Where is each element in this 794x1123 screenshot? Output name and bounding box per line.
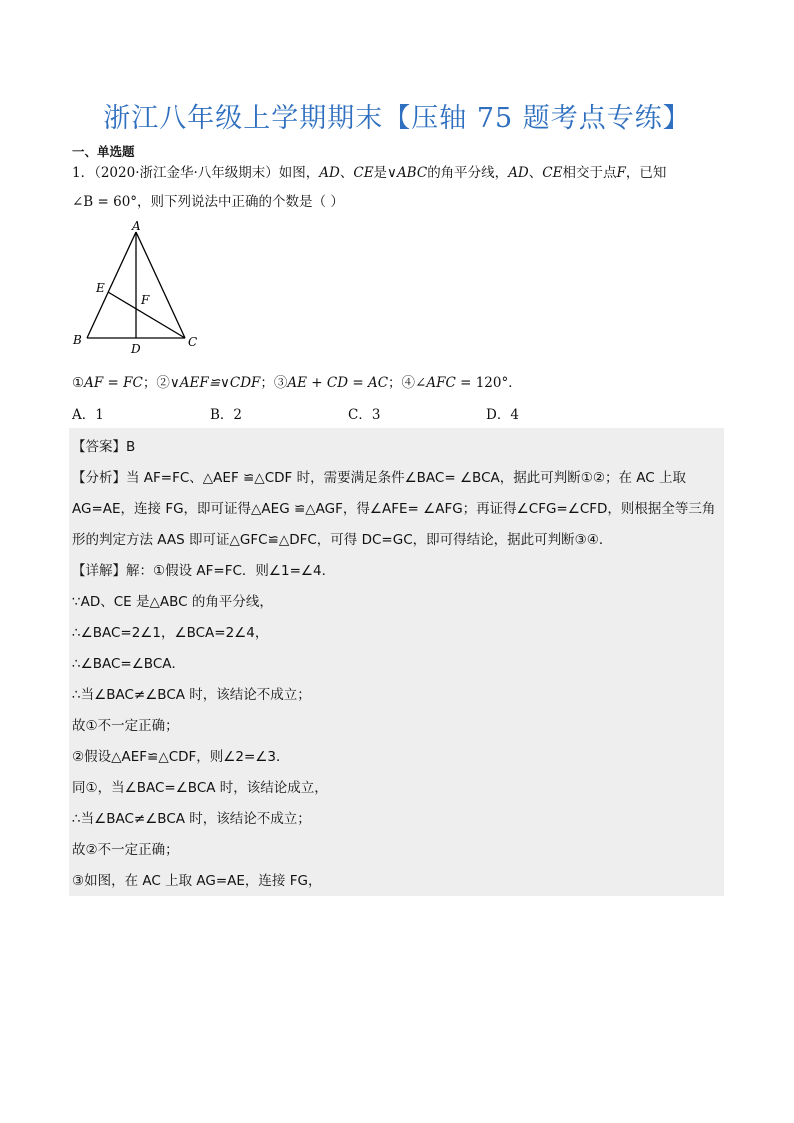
label-c: C [188, 335, 198, 349]
math-ad: AD [508, 165, 529, 181]
question-intro: 1．（2020·浙江金华·八年级期末）如图， [72, 165, 320, 181]
solution-line: ∴∠BAC=∠BCA． [72, 656, 185, 672]
triangle-figure [70, 220, 210, 360]
solution-line: ∴当∠BAC≠∠BCA 时，该结论不成立； [72, 687, 311, 703]
solution-line: 【详解】解：①假设 AF=FC．则∠1=∠4． [72, 563, 336, 579]
solution-line: 形的判定方法 AAS 即可证△GFC≌△DFC，可得 DC=GC，即可得结论，据此可判断③④． [72, 532, 613, 548]
solution-line: 【答案】B [72, 439, 136, 455]
label-b: B [73, 333, 82, 347]
choice-b: B．2 [210, 407, 243, 423]
solution-line: 故①不一定正确； [72, 718, 179, 734]
document-title: 浙江八年级上学期期末【压轴 75 题考点专练】 [103, 103, 691, 134]
statement-1: ① [72, 375, 85, 391]
solution-line: ∴∠BAC=2∠1，∠BCA=2∠4， [72, 625, 269, 641]
math-abc: ABC [396, 165, 428, 181]
math-expr: = 120°． [455, 375, 522, 391]
statement-2: ；②∨ [142, 375, 180, 391]
math-ad: AD [319, 165, 340, 181]
statement-4: ；④∠ [388, 375, 427, 391]
question-text-line1 [72, 163, 666, 183]
solution-line: ∵AD、CE 是△ABC 的角平分线， [72, 594, 273, 610]
separator: 、 [528, 165, 543, 181]
solution-line: 【分析】当 AF=FC、△AEF ≌△CDF 时，需要满足条件∠BAC= ∠BCA，据此可判断①②；在 AC 上取 [72, 470, 686, 486]
solution-line: ②假设△AEF≌△CDF，则∠2=∠3． [72, 749, 290, 765]
math-ce: CE [542, 165, 563, 181]
segment-ab [87, 232, 136, 338]
choice-c: C．3 [348, 407, 381, 423]
solution-line: 故②不一定正确； [72, 842, 179, 858]
statement-3: ；③ [260, 375, 288, 391]
question-text: 的角平分线， [427, 165, 509, 181]
question-text: 是∨ [373, 165, 397, 181]
math-expr: AEF≌∨CDF [179, 375, 261, 391]
label-f: F [141, 293, 150, 307]
choice-d: D．4 [486, 407, 519, 423]
choice-a: A．1 [72, 407, 104, 423]
math-ce: CE [353, 165, 374, 181]
section-heading: 一、单选题 [72, 144, 135, 159]
question-text-line2: ∠B = 60°，则下列说法中正确的个数是（ ） [72, 194, 344, 210]
math-f: F [616, 165, 626, 181]
segment-ac [136, 232, 185, 338]
solution-line: AG=AE，连接 FG，即可证得△AEG ≌△AGF，得∠AFE= ∠AFG；再证得∠CFG=∠CFD，则根据全等三角 [72, 501, 716, 517]
solution-line: ③如图，在 AC 上取 AG=AE，连接 FG， [72, 873, 322, 889]
statements-line [72, 371, 522, 391]
label-d: D [131, 342, 141, 356]
solution-line: 同①，当∠BAC=∠BCA 时，该结论成立， [72, 780, 328, 796]
solution-line: ∴当∠BAC≠∠BCA 时，该结论不成立； [72, 811, 311, 827]
separator: 、 [339, 165, 354, 181]
math-expr: AE + CD = AC [287, 375, 389, 391]
question-text: ，已知 [625, 165, 667, 181]
math-expr: AFC [426, 375, 456, 391]
math-expr: AF = FC [84, 375, 143, 391]
label-e: E [96, 281, 105, 295]
label-a: A [132, 220, 141, 233]
question-text: 相交于点 [562, 165, 617, 181]
